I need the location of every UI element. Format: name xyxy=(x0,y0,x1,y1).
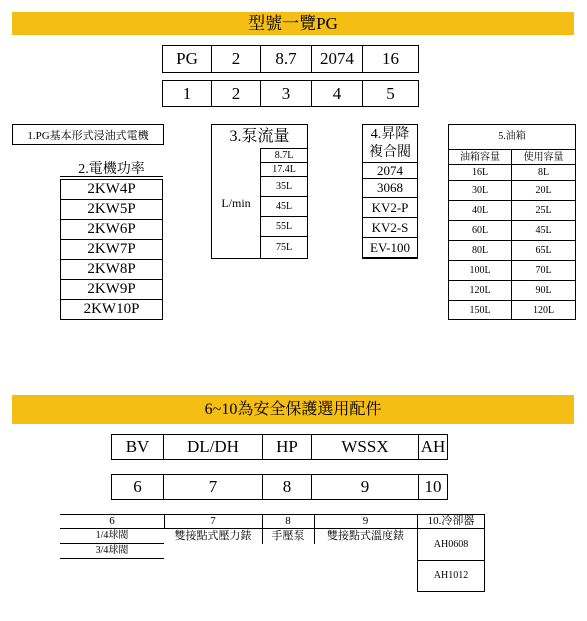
motor-power-item: 2KW4P xyxy=(60,179,163,200)
oil-tank-row xyxy=(449,260,575,280)
detail-row-line xyxy=(417,591,485,592)
oil-tank-usable: 65L xyxy=(535,245,552,256)
oil-tank-row xyxy=(449,180,575,200)
index-5: 5 xyxy=(362,80,419,107)
lift-valve-title-2: 複合閥 xyxy=(369,145,411,160)
index-7: 7 xyxy=(163,474,263,500)
detail-vline xyxy=(164,514,165,529)
oil-tank-capacity: 40L xyxy=(471,205,489,216)
index-3: 3 xyxy=(260,80,312,107)
accessory-index-row xyxy=(111,474,448,500)
lift-valve-item: KV2-S xyxy=(362,217,418,238)
lift-valve-item: KV2-P xyxy=(362,197,418,218)
code-power: 2 xyxy=(211,45,261,73)
oil-tank-usable: 90L xyxy=(535,285,552,296)
index-10: 10 xyxy=(418,474,448,500)
detail-header-7: 7 xyxy=(210,515,216,527)
oil-tank-row xyxy=(449,300,575,319)
index-8: 8 xyxy=(262,474,312,500)
accessory-code-row xyxy=(111,434,448,460)
oil-tank-row xyxy=(449,220,575,240)
pump-flow-item: 55L xyxy=(260,216,307,237)
oil-tank-table xyxy=(448,124,576,320)
oil-tank-header-usable: 使用容量 xyxy=(512,149,575,165)
oil-tank-usable: 8L xyxy=(537,167,550,178)
code-bv: BV xyxy=(111,434,164,460)
oil-tank-capacity: 100L xyxy=(469,265,491,276)
oil-tank-row xyxy=(449,240,575,260)
motor-power-title: 2.電機功率 xyxy=(60,162,163,177)
pump-flow-values xyxy=(260,148,307,258)
oil-tank-row xyxy=(449,165,575,180)
oil-tank-capacity: 120L xyxy=(469,285,491,296)
base-type-label: 1.PG基本形式浸油式電機 xyxy=(12,124,164,145)
ball-valve-quarter: 1/4球閥 xyxy=(95,530,129,541)
detail-header-6: 6 xyxy=(109,515,115,527)
pump-flow-item: 45L xyxy=(260,196,307,217)
code-pg: PG xyxy=(162,45,212,73)
index-4: 4 xyxy=(311,80,363,107)
lift-valve-item: 3068 xyxy=(362,178,418,198)
pump-flow-item: 35L xyxy=(260,176,307,197)
accessories-title: 6~10為安全保護選用配件 xyxy=(204,401,382,418)
code-valve: 2074 xyxy=(311,45,363,73)
accessory-detail-table xyxy=(60,514,485,592)
pump-flow-item: 8.7L xyxy=(260,148,307,163)
code-hp: HP xyxy=(262,434,312,460)
index-9: 9 xyxy=(311,474,419,500)
temp-gauge-label: 雙接點式溫度錶 xyxy=(327,530,404,542)
motor-power-item: 2KW7P xyxy=(60,239,163,260)
pump-flow-item: 75L xyxy=(260,236,307,258)
motor-power-item: 2KW5P xyxy=(60,199,163,220)
lift-valve-table xyxy=(362,124,418,259)
index-1: 1 xyxy=(162,80,212,107)
oil-tank-row xyxy=(449,200,575,220)
model-code-row xyxy=(162,45,419,73)
model-list-title: 型號一覽PG xyxy=(248,14,338,33)
motor-power-item: 2KW10P xyxy=(60,299,163,320)
pump-flow-title: 3.泵流量 xyxy=(229,128,290,145)
code-ah: AH xyxy=(418,434,448,460)
oil-tank-usable: 120L xyxy=(532,305,555,316)
detail-header-8: 8 xyxy=(285,515,291,527)
lift-valve-item: 2074 xyxy=(362,162,418,179)
code-tank: 16 xyxy=(362,45,419,73)
motor-power-item: 2KW6P xyxy=(60,219,163,240)
motor-power-item: 2KW9P xyxy=(60,279,163,300)
oil-tank-row xyxy=(449,280,575,300)
oil-tank-usable: 45L xyxy=(535,225,552,236)
hand-pump-label: 手壓泵 xyxy=(271,530,305,542)
model-index-row xyxy=(162,80,419,107)
code-flow: 8.7 xyxy=(260,45,312,73)
oil-tank-capacity: 30L xyxy=(471,185,489,196)
oil-tank-capacity: 60L xyxy=(471,225,489,236)
oil-tank-title: 5.油箱 xyxy=(498,131,526,142)
ball-valve-three-quarter: 3/4球閥 xyxy=(95,545,129,556)
lift-valve-title-1: 4.昇降 xyxy=(370,127,410,142)
detail-header-10: 10.冷卻器 xyxy=(427,515,475,527)
oil-tank-usable: 20L xyxy=(535,185,552,196)
oil-tank-usable: 70L xyxy=(535,265,552,276)
pump-flow-table xyxy=(211,124,308,259)
cooler-ah0608: AH0608 xyxy=(433,539,469,550)
oil-tank-header-tank: 油箱容量 xyxy=(449,149,512,165)
pressure-gauge-label: 雙接點式壓力錶 xyxy=(174,530,252,542)
motor-power-item: 2KW8P xyxy=(60,259,163,280)
pump-flow-item: 17.4L xyxy=(260,162,307,177)
oil-tank-capacity: 16L xyxy=(471,167,489,178)
oil-tank-usable: 25L xyxy=(535,205,552,216)
detail-row-line xyxy=(60,558,164,559)
index-6: 6 xyxy=(111,474,164,500)
code-dl-dh: DL/DH xyxy=(163,434,263,460)
code-wssx: WSSX xyxy=(311,434,419,460)
pump-flow-unit: L/min xyxy=(221,195,251,210)
motor-power-list xyxy=(60,162,163,319)
detail-header-9: 9 xyxy=(362,515,369,527)
cooler-ah1012: AH1012 xyxy=(433,570,469,581)
lift-valve-item: EV-100 xyxy=(362,237,418,258)
index-2: 2 xyxy=(211,80,261,107)
oil-tank-capacity: 150L xyxy=(469,305,491,316)
oil-tank-capacity: 80L xyxy=(471,245,489,256)
